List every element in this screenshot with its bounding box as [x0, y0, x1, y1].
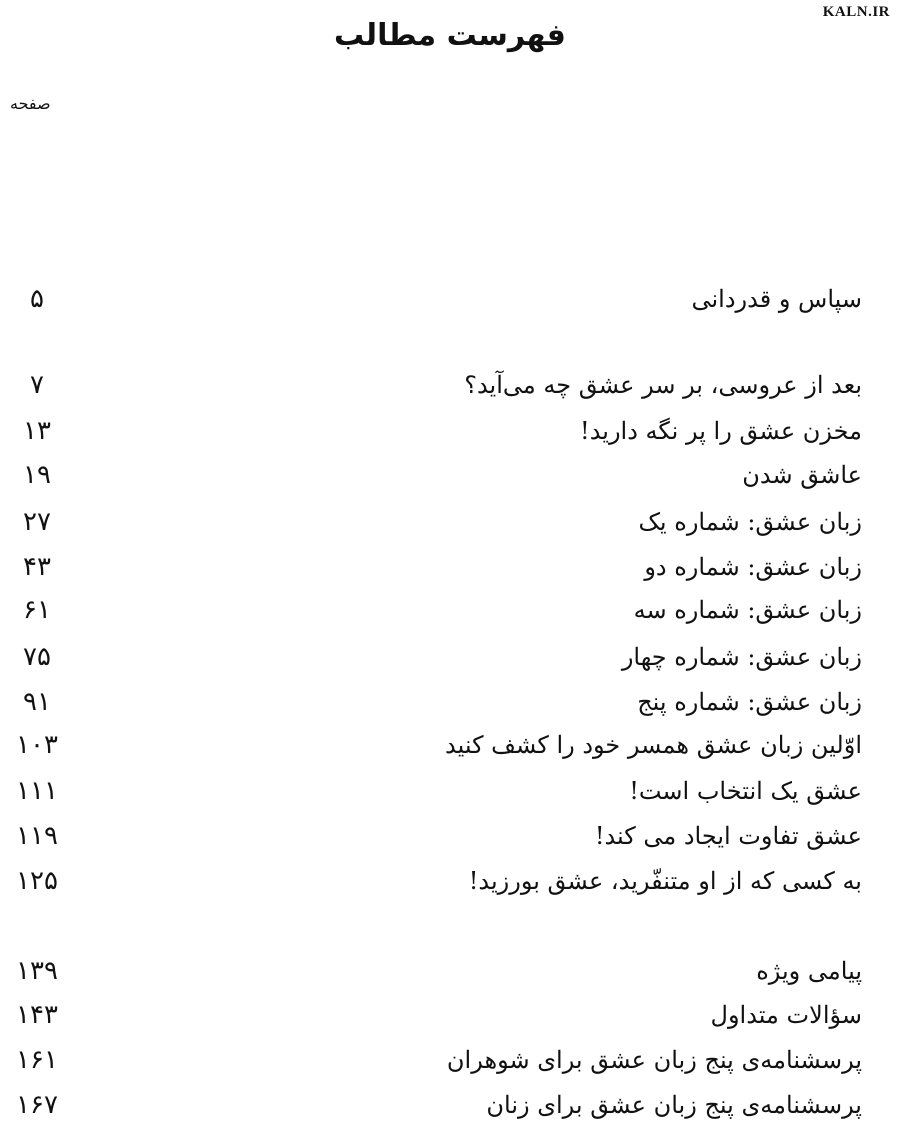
toc-entry[interactable] — [0, 412, 900, 450]
toc-entry-page: ۱۱۹ — [16, 821, 58, 851]
toc-entry-title: زبان عشق: شماره پنج — [637, 688, 862, 716]
toc-entry-title: عشق یک انتخاب است! — [629, 777, 862, 805]
toc-entry-title: مخزن عشق را پر نگه دارید! — [580, 417, 862, 445]
toc-entry[interactable] — [0, 548, 900, 586]
toc-entry-page: ۲۷ — [23, 507, 51, 537]
toc-entry-title: پیامی ویژه — [756, 957, 862, 985]
toc-entry-page: ۶۱ — [23, 595, 51, 625]
toc-entry[interactable] — [0, 772, 900, 810]
toc-entry-title: بعد از عروسی، بر سر عشق چه می‌آید؟ — [464, 371, 862, 399]
toc-entry-page: ۷۵ — [23, 642, 51, 672]
toc-entry-title: عشق تفاوت ایجاد می کند! — [594, 822, 862, 850]
toc-entry-page: ۷ — [30, 370, 44, 400]
toc-entry[interactable] — [0, 503, 900, 541]
toc-entry[interactable] — [0, 683, 900, 721]
toc-entry[interactable] — [0, 862, 900, 900]
watermark: KALN.IR — [822, 4, 890, 20]
toc-entry[interactable] — [0, 1041, 900, 1079]
toc-entry-title: پرسشنامه‌ی پنج زبان عشق برای شوهران — [446, 1046, 862, 1074]
toc-entry-page: ۱۶۷ — [16, 1090, 58, 1120]
toc-entry[interactable] — [0, 996, 900, 1034]
toc-entry-page: ۱۴۳ — [16, 1000, 58, 1030]
toc-entry-title: زبان عشق: شماره سه — [633, 596, 862, 624]
toc-entry[interactable] — [0, 280, 900, 318]
toc-entry-title: اوّلین زبان عشق همسر خود را کشف کنید — [445, 731, 862, 759]
toc-entry[interactable] — [0, 366, 900, 404]
toc-entry[interactable] — [0, 817, 900, 855]
page-column-label: صفحه — [10, 94, 51, 113]
toc-entry-page: ۹۱ — [23, 687, 51, 717]
toc-entry[interactable] — [0, 456, 900, 494]
toc-entry-title: زبان عشق: شماره یک — [638, 508, 862, 536]
toc-entry-page: ۱۳۹ — [16, 956, 58, 986]
toc-entry-title: زبان عشق: شماره چهار — [621, 643, 862, 671]
toc-entry[interactable] — [0, 726, 900, 764]
toc-entry-title: پرسشنامه‌ی پنج زبان عشق برای زنان — [486, 1091, 862, 1119]
toc-entry[interactable] — [0, 638, 900, 676]
toc-entry[interactable] — [0, 952, 900, 990]
toc-entry-page: ۵ — [30, 284, 44, 314]
toc-entry-page: ۴۳ — [23, 552, 51, 582]
toc-entry-page: ۱۹ — [23, 460, 51, 490]
toc-entry-page: ۱۶۱ — [16, 1045, 58, 1075]
toc-entry-page: ۱۳ — [23, 416, 51, 446]
toc-entry-title: به کسی که از او متنفّرید، عشق بورزید! — [468, 867, 862, 895]
toc-entry-page: ۱۰۳ — [16, 730, 58, 760]
toc-entry-page: ۱۲۵ — [16, 866, 58, 896]
toc-entry[interactable] — [0, 591, 900, 629]
page-title: فهرست مطالب — [334, 18, 566, 53]
toc-entry-title: سپاس و قدردانی — [691, 285, 862, 313]
toc-entry[interactable] — [0, 1086, 900, 1124]
toc-entry-title: سؤالات متداول — [710, 1001, 862, 1029]
toc-entry-title: عاشق شدن — [742, 461, 862, 489]
toc-entry-title: زبان عشق: شماره دو — [644, 553, 862, 581]
toc-entry-page: ۱۱۱ — [16, 776, 58, 806]
